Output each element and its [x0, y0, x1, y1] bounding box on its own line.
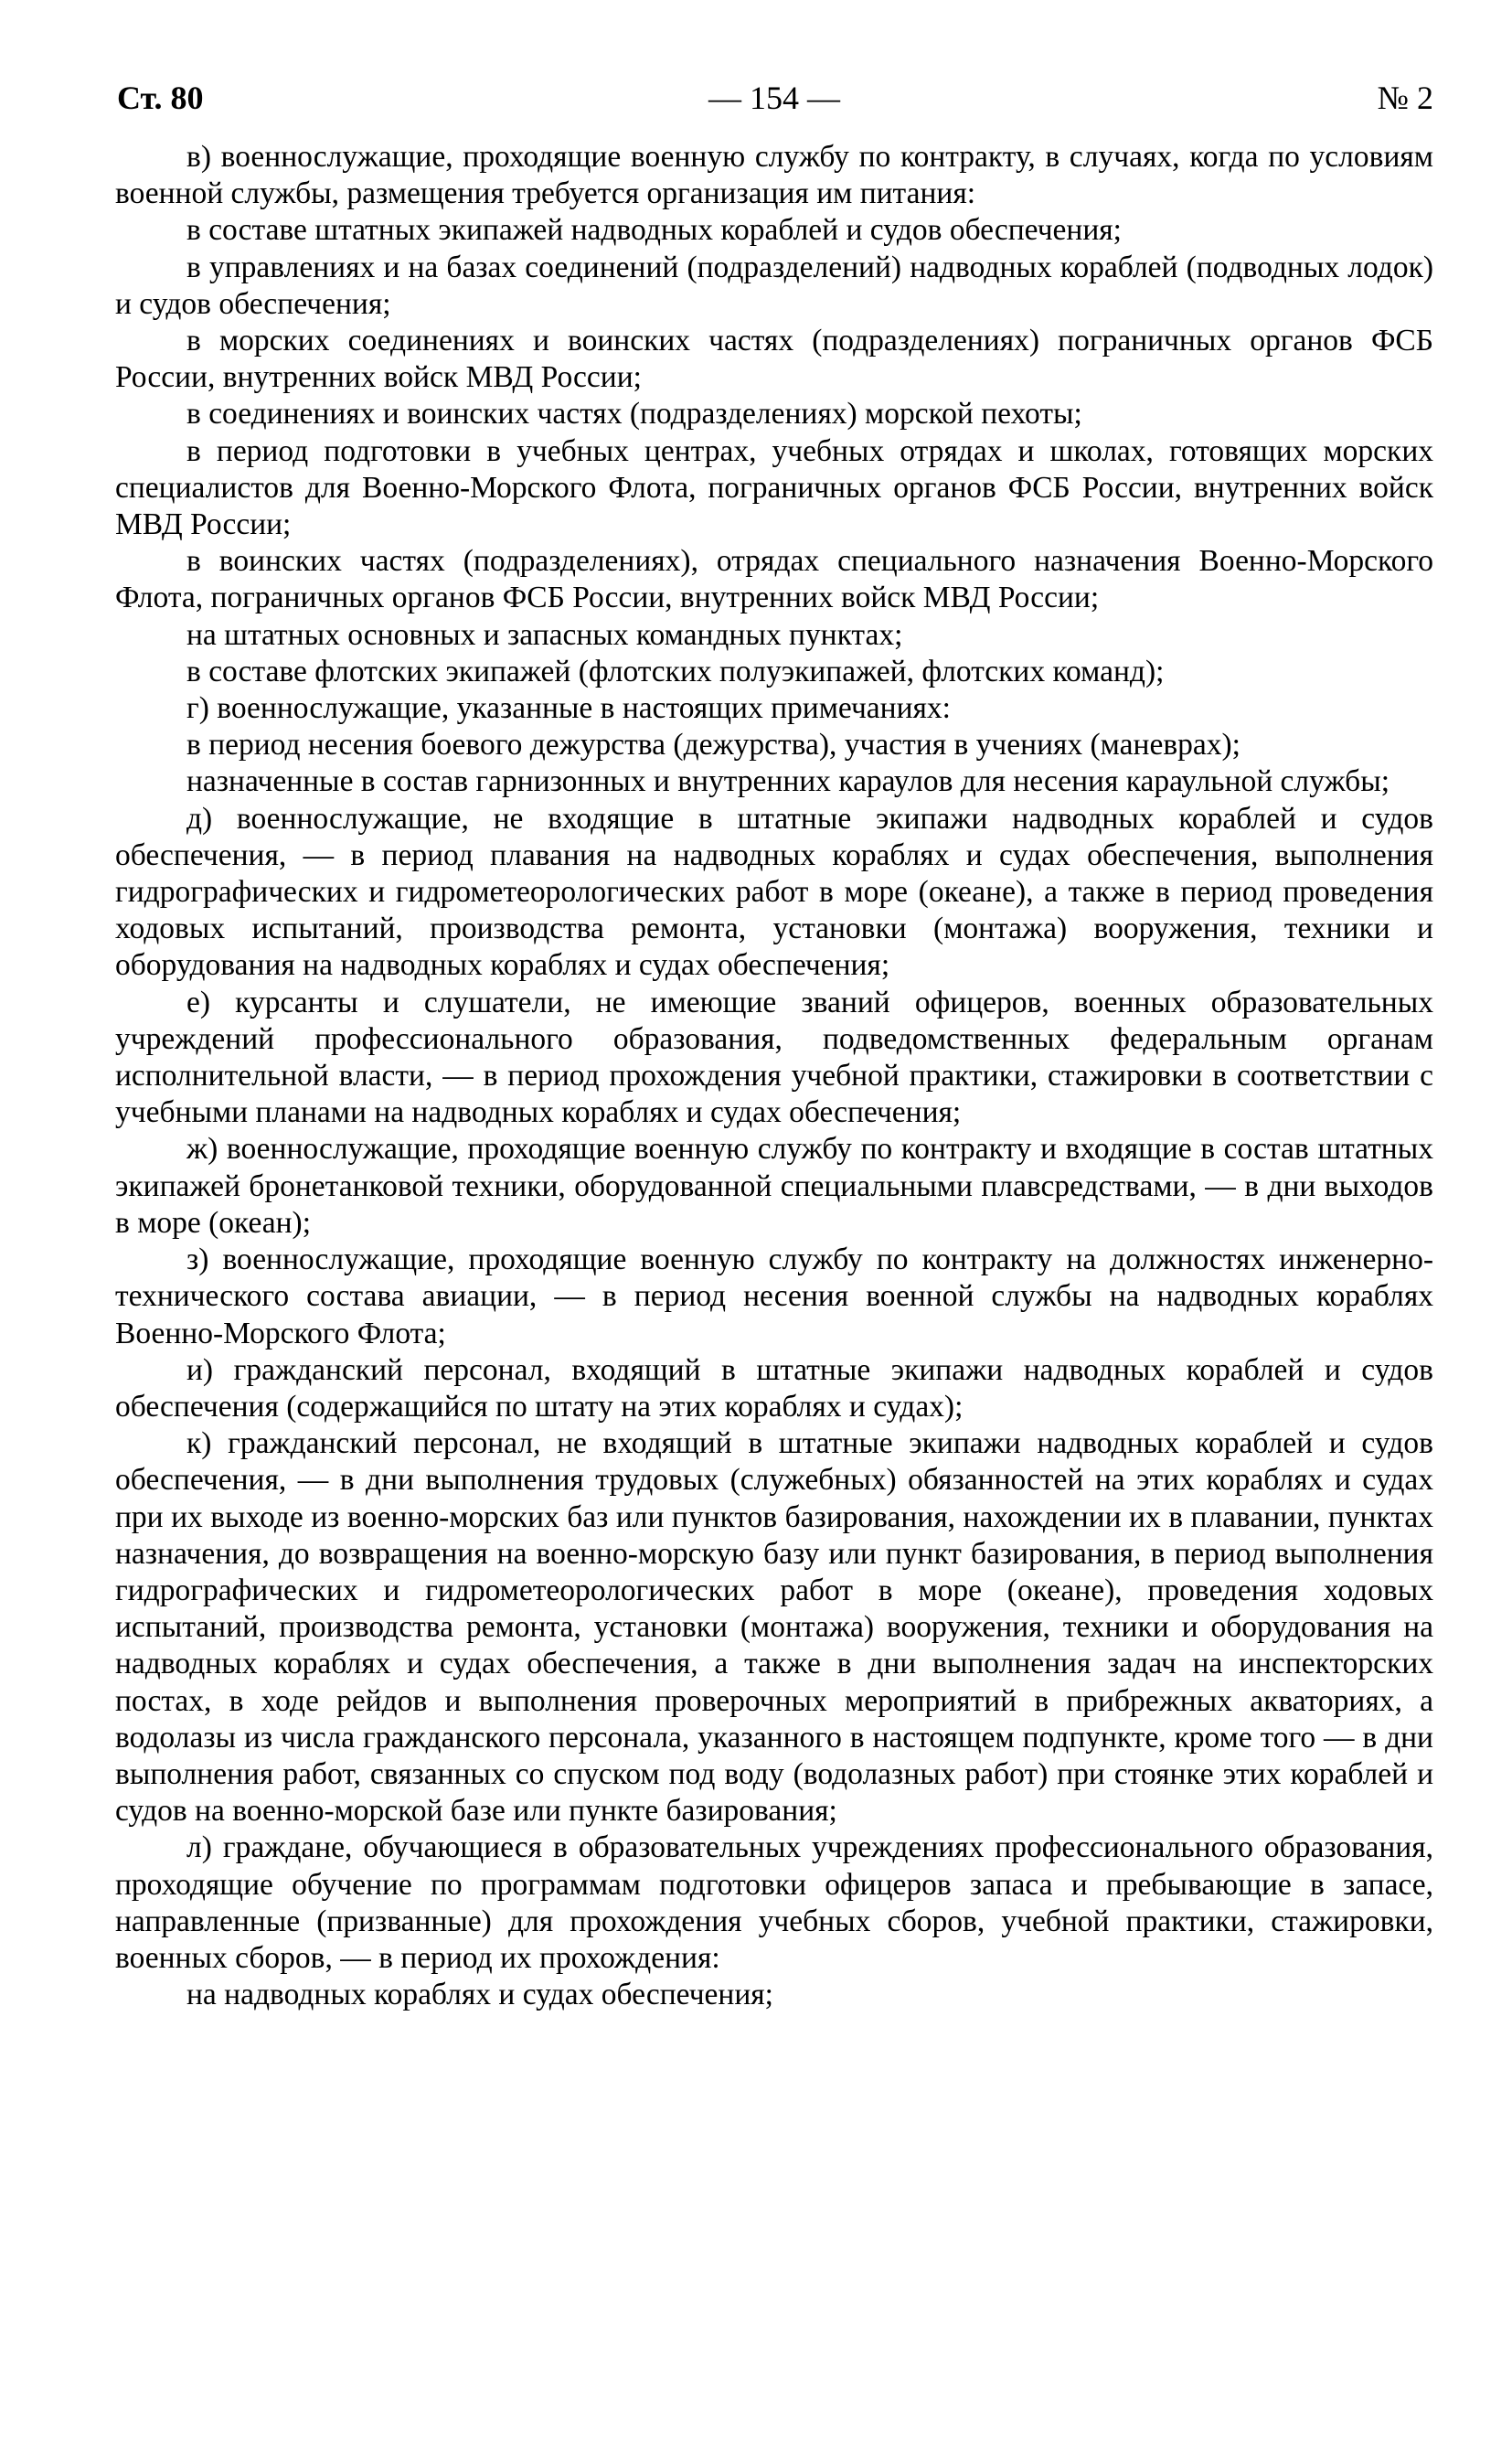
list-item: назначенные в состав гарнизонных и внутренних караулов для несения караульной службы; — [186, 764, 1390, 799]
article-number: Ст. 80 — [117, 80, 204, 116]
list-item: в период несения боевого дежурства (дежурства), участия в учениях (маневрах); — [186, 728, 1240, 763]
list-item: в составе штатных экипажей надводных кораблей и судов обеспечения; — [186, 213, 1122, 248]
paragraph-e: е) курсанты и слушатели, не имеющие званий офицеров, военных образовательных учреждений профессионального образования, подведомственных федеральным органам исполнительной власти, — в период прохождения учебной практики, стажировки в соответствии с учебными планами на надводных кораблях и судах обеспечения; — [115, 985, 1433, 1130]
paragraph-i: и) гражданский персонал, входящий в штатные экипажи надводных кораблей и судов обеспечения (содержащийся по штату на этих кораблях и судах); — [115, 1352, 1433, 1424]
list-item: на штатных основных и запасных командных пунктах; — [186, 617, 903, 652]
page-number: — 154 — — [708, 80, 840, 116]
list-item: в управлениях и на базах соединений (подразделений) надводных кораблей (подводных лодок) и судов обеспечения; — [115, 250, 1433, 321]
list-item: на надводных кораблях и судах обеспечения; — [186, 1978, 773, 2012]
paragraph-g: г) военнослужащие, указанные в настоящих примечаниях: — [186, 691, 951, 726]
paragraph-v: в) военнослужащие, проходящие военную службу по контракту, в случаях, когда по условиям военной службы, размещения требуется организация им питания: — [115, 140, 1433, 211]
list-item: в период подготовки в учебных центрах, учебных отрядах и школах, готовящих морских специалистов для Военно-Морского Флота, пограничных органов ФСБ России, внутренних войск МВД России; — [115, 433, 1433, 542]
paragraph-z: з) военнослужащие, проходящие военную службу по контракту на должностях инженерно-технического состава авиации, — в период несения военной службы на надводных кораблях Военно-Морского Флота; — [115, 1243, 1433, 1350]
paragraph-l: л) граждане, обучающиеся в образовательных учреждениях профессионального образования, проходящие обучение по программам подготовки офицеров запаса и пребывающие в запасе, направленные (призванные) для прохождения учебных сборов, учебной практики, стажировки, военных сборов, — в период их прохождения: — [115, 1830, 1433, 1975]
paragraph-zh: ж) военнослужащие, проходящие военную службу по контракту и входящие в состав штатных экипажей бронетанковой техники, оборудованной специальными плавсредствами, — в дни выходов в море (океан); — [115, 1132, 1433, 1240]
issue-number: № 2 — [1377, 80, 1433, 116]
document-body — [115, 139, 1433, 2013]
page-header — [115, 75, 1433, 130]
paragraph-k: к) гражданский персонал, не входящий в штатные экипажи надводных кораблей и судов обеспечения, — в дни выполнения трудовых (служебных) обязанностей на этих кораблях и судах при их выходе из военно-морских баз или пунктов базирования, нахождении их в плавании, пунктах назначения, до возвращения на военно-морскую базу или пункт базирования, в период выполнения гидрографических и гидрометеорологических работ в море (океане), проведения ходовых испытаний, производства ремонта, установки (монтажа) вооружения, техники и оборудования на надводных кораблях и судах обеспечения, а также в дни выполнения задач на инспекторских постах, в ходе рейдов и выполнения проверочных мероприятий в прибрежных акваториях, а водолазы из числа гражданского персонала, указанного в настоящем подпункте, кроме того — в дни выполнения работ, связанных со спуском под воду (водолазных работ) при стоянке этих кораблей и судов на военно-морской базе или пункте базирования; — [115, 1426, 1433, 1829]
paragraph-d: д) военнослужащие, не входящие в штатные экипажи надводных кораблей и судов обеспечения, — в период плавания на надводных кораблях и судах обеспечения, выполнения гидрографических и гидрометеорологических работ в море (океане), а также в период проведения ходовых испытаний, производства ремонта, установки (монтажа) вооружения, техники и оборудования на надводных кораблях и судах обеспечения; — [115, 801, 1433, 983]
document-page — [115, 75, 1433, 2013]
list-item: в воинских частях (подразделениях), отрядах специального назначения Военно-Морского Флота, пограничных органов ФСБ России, внутренних войск МВД России; — [115, 544, 1433, 615]
list-item: в морских соединениях и воинских частях (подразделениях) пограничных органов ФСБ России, внутренних войск МВД России; — [115, 324, 1433, 395]
list-item: в составе флотских экипажей (флотских полуэкипажей, флотских команд); — [186, 654, 1165, 688]
list-item: в соединениях и воинских частях (подразделениях) морской пехоты; — [186, 397, 1082, 432]
